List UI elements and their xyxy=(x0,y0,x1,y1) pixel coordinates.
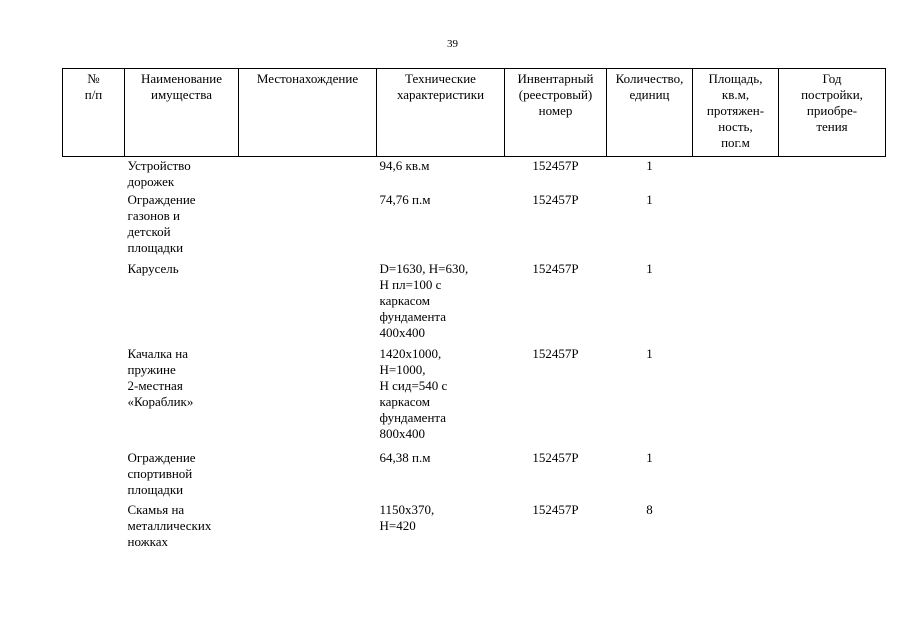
cell-name: Ограждение газонов и детской площадки xyxy=(127,192,196,255)
property-registry-table xyxy=(62,68,886,554)
cell-year xyxy=(779,157,886,193)
cell-name: Ограждение спортивной площадки xyxy=(127,450,196,497)
cell-location xyxy=(239,157,377,193)
cell-year xyxy=(779,346,886,450)
page-number: 39 xyxy=(447,38,458,50)
cell-quantity: 1 xyxy=(646,158,653,173)
cell-quantity: 8 xyxy=(646,502,653,517)
cell-tech: 1420х1000, H=1000, H сид=540 с каркасом фундамента 800х400 xyxy=(379,346,448,441)
cell-num xyxy=(63,346,125,450)
cell-location xyxy=(239,450,377,502)
cell-location xyxy=(239,502,377,554)
cell-location xyxy=(239,261,377,346)
table-row xyxy=(63,346,886,450)
cell-quantity: 1 xyxy=(646,261,653,276)
cell-tech: 64,38 п.м xyxy=(379,450,431,465)
header-name: Наименование имущества xyxy=(125,69,239,157)
cell-area xyxy=(693,450,779,502)
cell-inventory: 152457Р xyxy=(532,450,579,465)
cell-tech: D=1630, H=630, H пл=100 с каркасом фундамента 400х400 xyxy=(379,261,469,340)
cell-area xyxy=(693,192,779,261)
cell-num xyxy=(63,157,125,193)
table-row xyxy=(63,261,886,346)
cell-quantity: 1 xyxy=(646,192,653,207)
table-row xyxy=(63,157,886,193)
header-num: № п/п xyxy=(63,69,125,157)
table-row xyxy=(63,502,886,554)
cell-quantity: 1 xyxy=(646,450,653,465)
header-inventory: Инвентарный (реестровый) номер xyxy=(505,69,607,157)
cell-num xyxy=(63,502,125,554)
header-year: Год постройки, приобре- тения xyxy=(779,69,886,157)
cell-area xyxy=(693,346,779,450)
cell-area xyxy=(693,261,779,346)
cell-tech: 1150х370, H=420 xyxy=(379,502,435,533)
cell-quantity: 1 xyxy=(646,346,653,361)
cell-tech: 74,76 п.м xyxy=(379,192,431,207)
cell-year xyxy=(779,192,886,261)
header-tech: Технические характеристики xyxy=(377,69,505,157)
cell-year xyxy=(779,450,886,502)
table-row xyxy=(63,192,886,261)
cell-name: Карусель xyxy=(127,261,179,276)
header-area: Площадь, кв.м, протяжен- ность, пог.м xyxy=(693,69,779,157)
cell-year xyxy=(779,261,886,346)
cell-num xyxy=(63,261,125,346)
table-header-row xyxy=(63,69,886,157)
header-location: Местонахождение xyxy=(239,69,377,157)
cell-name: Скамья на металлических ножках xyxy=(127,502,212,549)
cell-year xyxy=(779,502,886,554)
cell-location xyxy=(239,192,377,261)
cell-area xyxy=(693,502,779,554)
header-quantity: Количество, единиц xyxy=(607,69,693,157)
cell-location xyxy=(239,346,377,450)
cell-inventory: 152457Р xyxy=(532,346,579,361)
cell-area xyxy=(693,157,779,193)
cell-num xyxy=(63,192,125,261)
cell-inventory: 152457Р xyxy=(532,502,579,517)
cell-inventory: 152457Р xyxy=(532,261,579,276)
cell-inventory: 152457Р xyxy=(532,158,579,173)
cell-num xyxy=(63,450,125,502)
table-row xyxy=(63,450,886,502)
cell-tech: 94,6 кв.м xyxy=(379,158,430,173)
cell-name: Устройство дорожек xyxy=(127,158,191,189)
cell-name: Качалка на пружине 2-местная «Кораблик» xyxy=(127,346,194,409)
cell-inventory: 152457Р xyxy=(532,192,579,207)
